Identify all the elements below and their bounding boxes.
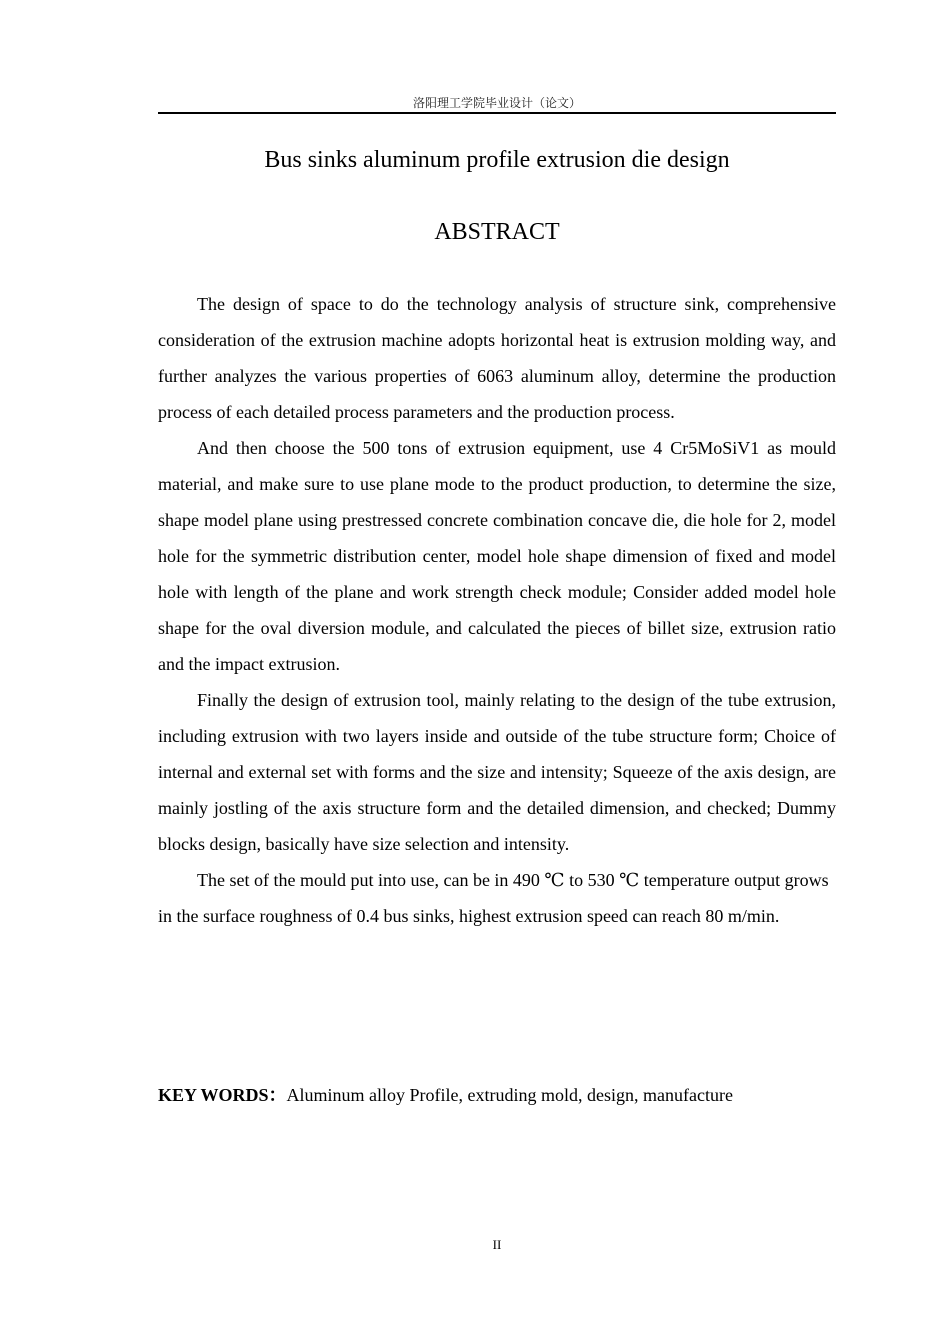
abstract-body bbox=[158, 286, 836, 934]
abstract-heading: ABSTRACT bbox=[434, 219, 560, 245]
header-rule bbox=[158, 112, 836, 114]
abstract-paragraph-2: And then choose the 500 tons of extrusion equipment, use 4 Cr5MoSiV1 as mould material, and make sure to use plane mode to the product production, to determine the size, shape model plane using prestressed concrete combination concave die, die hole for 2, model hole for the symmetric distribution center, model hole shape dimension of fixed and model hole with length of the plane and work strength check module; Consider added model hole shape for the oval diversion module, and calculated the pieces of billet size, extrusion ratio and the impact extrusion. bbox=[158, 438, 836, 674]
document-title: Bus sinks aluminum profile extrusion die design bbox=[264, 147, 730, 173]
keywords bbox=[158, 1077, 836, 1113]
keywords-value: Aluminum alloy Profile, extruding mold, design, manufacture bbox=[286, 1085, 733, 1105]
page-header: 洛阳理工学院毕业设计（论文） bbox=[412, 96, 581, 110]
abstract-paragraph-4: The set of the mould put into use, can be in 490 ℃ to 530 ℃ temperature output grows in the surface roughness of 0.4 bus sinks, highest extrusion speed can reach 80 m/min. bbox=[158, 870, 829, 926]
page-number: II bbox=[492, 1237, 502, 1252]
abstract-paragraph-1: The design of space to do the technology analysis of structure sink, comprehensive consideration of the extrusion machine adopts horizontal heat is extrusion molding way, and further analyzes the various properties of 6063 aluminum alloy, determine the production process of each detailed process parameters and the production process. bbox=[158, 294, 836, 422]
abstract-paragraph-3: Finally the design of extrusion tool, mainly relating to the design of the tube extrusion, including extrusion with two layers inside and outside of the tube structure form; Choice of internal and external set with forms and the size and intensity; Squeeze of the axis design, are mainly jostling of the axis structure form and the detailed dimension, and checked; Dummy blocks design, basically have size selection and intensity. bbox=[158, 690, 836, 854]
keywords-label: KEY WORDS： bbox=[158, 1085, 287, 1105]
